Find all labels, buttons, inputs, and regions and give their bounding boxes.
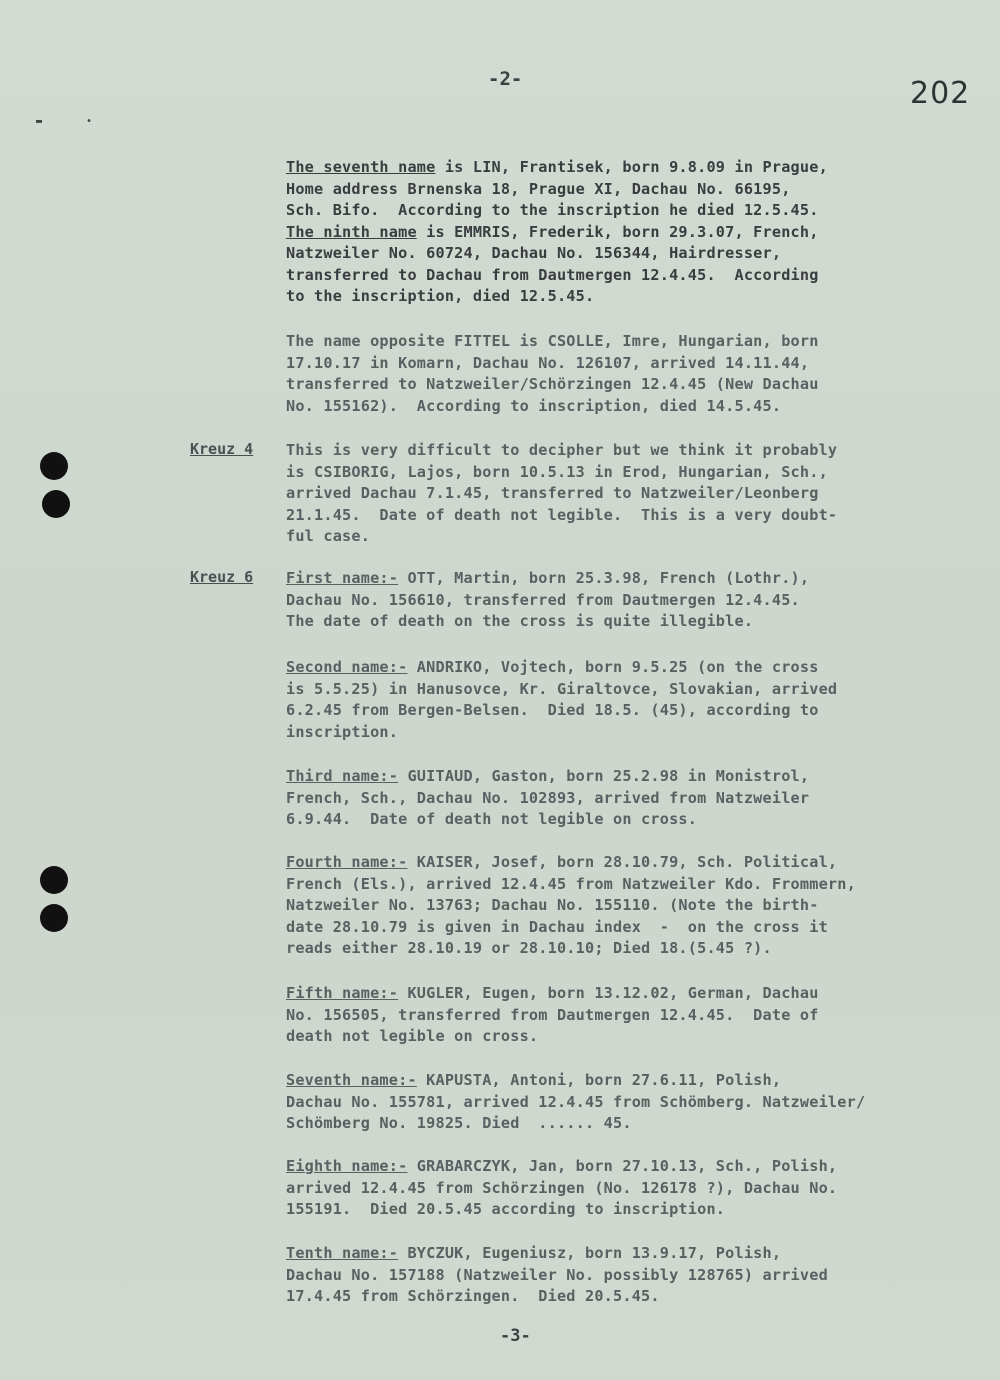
- paragraph-text: KUGLER, Eugen, born 13.12.02, German, Dachau No. 156505, transferred from Dautmergen 12.4.45. Date of death not legible on cross.: [286, 984, 819, 1045]
- paragraph-eighth-name: [286, 1156, 936, 1221]
- paragraph-kreuz4: [286, 440, 936, 548]
- paragraph-text: OTT, Martin, born 25.3.98, French (Lothr.), Dachau No. 156610, transferred from Dautmergen 12.4.45. The date of death on the cross is quite illegible.: [286, 569, 810, 630]
- margin-label-kreuz4: Kreuz 4: [190, 440, 254, 458]
- paragraph-text: This is very difficult to decipher but we think it probably is CSIBORIG, Lajos, born 10.5.13 in Erod, Hungarian, Sch., arrived Dachau 7.1.45, transferred to Natzweiler/Leonberg 21.1.45. Date of death not legible. This is a very doubt- ful case.: [286, 441, 838, 545]
- smudge-mark: •: [86, 116, 93, 127]
- punch-hole: [42, 490, 70, 518]
- paragraph-lead: First name:-: [286, 569, 399, 587]
- paragraph-lead: Seventh name:-: [286, 1071, 417, 1089]
- paragraph-text: BYCZUK, Eugeniusz, born 13.9.17, Polish, Dachau No. 157188 (Natzweiler No. possibly 128765) arrived 17.4.45 from Schörzingen. Died 20.5.45.: [286, 1244, 828, 1305]
- smudge-mark: ▬: [36, 116, 43, 127]
- paragraph-lead: Tenth name:-: [286, 1244, 399, 1262]
- punch-hole: [40, 452, 68, 480]
- margin-label-kreuz6: Kreuz 6: [190, 568, 254, 586]
- paragraph-lead: Fourth name:-: [286, 853, 408, 871]
- page-number: -2-: [488, 68, 523, 90]
- paragraph-lead: The seventh name: [286, 158, 436, 176]
- paragraph-text: GUITAUD, Gaston, born 25.2.98 in Monistrol, French, Sch., Dachau No. 102893, arrived from Natzweiler 6.9.44. Date of death not legible on cross.: [286, 767, 810, 828]
- paragraph-fourth-name: [286, 852, 936, 960]
- paragraph-lead: Fifth name:-: [286, 984, 399, 1002]
- paragraph-seventh-name: [286, 1070, 936, 1135]
- paragraph-lead: Third name:-: [286, 767, 399, 785]
- paragraph-tenth-name: [286, 1243, 936, 1308]
- paragraph-text: KAISER, Josef, born 28.10.79, Sch. Political, French (Els.), arrived 12.4.45 from Natzweiler Kdo. Frommern, Natzweiler No. 13763; Dachau No. 155110. (Note the birth- date 28.10.79 is given in Dachau index - on the cross it reads either 28.10.19 or 28.10.10; Died 18.(5.45 ?).: [286, 853, 856, 957]
- paragraph-opposite-name: [286, 331, 936, 417]
- paragraph-second-name: [286, 657, 936, 743]
- paragraph-text: ANDRIKO, Vojtech, born 9.5.25 (on the cross is 5.5.25) in Hanusovce, Kr. Giraltovce, Slovakian, arrived 6.2.45 from Bergen-Belsen. Died 18.5. (45), according to inscription.: [286, 658, 838, 741]
- archive-stamp-number: 202: [910, 76, 971, 111]
- paragraph-seventh-ninth-name: [286, 157, 936, 308]
- paragraph-text: GRABARCZYK, Jan, born 27.10.13, Sch., Polish, arrived 12.4.45 from Schörzingen (No. 126178 ?), Dachau No. 155191. Died 20.5.45 according to inscription.: [286, 1157, 838, 1218]
- paragraph-text: is LIN, Frantisek, born 9.8.09 in Prague, Home address Brnenska 18, Prague XI, Dachau No. 66195, Sch. Bifo. According to the inscription he died 12.5.45.: [286, 158, 828, 219]
- paragraph-lead: The ninth name: [286, 222, 417, 241]
- paragraph-lead: Eighth name:-: [286, 1157, 408, 1175]
- paragraph-text: The name opposite FITTEL is CSOLLE, Imre, Hungarian, born 17.10.17 in Komarn, Dachau No. 126107, arrived 14.11.44, transferred to Natzweiler/Schörzingen 12.4.45 (New Dachau No. 155162). According to inscription, died 14.5.45.: [286, 332, 819, 415]
- paragraph-lead: Second name:-: [286, 658, 408, 676]
- paragraph-third-name: [286, 766, 936, 831]
- paragraph-text: is EMMRIS, Frederik, born 29.3.07, French, Natzweiler No. 60724, Dachau No. 156344, Hairdresser, transferred to Dachau from Dautmergen 12.4.45. According to the inscription, died 12.5.45.: [286, 222, 819, 305]
- punch-hole: [40, 904, 68, 932]
- next-page-number: -3-: [500, 1326, 531, 1346]
- punch-hole: [40, 866, 68, 894]
- paragraph-text: KAPUSTA, Antoni, born 27.6.11, Polish, Dachau No. 155781, arrived 12.4.45 from Schömberg. Natzweiler/ Schömberg No. 19825. Died ...... 45.: [286, 1071, 866, 1132]
- paragraph-fifth-name: [286, 983, 936, 1048]
- paragraph-first-name: [286, 568, 936, 633]
